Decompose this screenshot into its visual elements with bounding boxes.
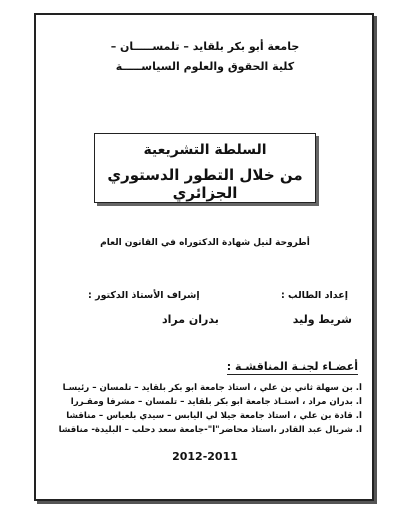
thesis-title-box: [94, 133, 316, 203]
jury-member: أ. بن سهلة ثاني بن علي ، أستاذ جامعة أبو بكر بلقايد – تلمسان – رئيسـا: [62, 383, 362, 393]
jury-list: [52, 383, 362, 439]
student-label: إعداد الطالب :: [280, 290, 348, 301]
thesis-note: أطروحة لنيل شهادة الدكتوراه في القانون العام: [100, 238, 310, 248]
jury-member: أ. بدران مراد ، أستـاذ جامعة أبو بكر بلقايد – تلمسان – مشرفا ومقـررا: [70, 397, 362, 407]
thesis-title-line2: من خلال التطور الدستوري الجزائري: [107, 166, 303, 202]
academic-year: 2012-2011: [172, 450, 238, 463]
jury-member: أ. شربال عبد القادر ،أستاذ محاضر"أ"-جامعة سعد دحلب – البليدة- مناقشا: [58, 425, 362, 435]
university-name: جامعة أبو بكر بلقايد – تلمســـــان –: [110, 40, 300, 53]
faculty-name: كلية الحقوق والعلوم السياســـــة: [115, 60, 295, 73]
student-name: شريط وليد: [292, 313, 352, 326]
jury-title: أعضـاء لجنـة المناقشـة :: [226, 360, 358, 373]
supervisor-name: بدران مراد: [162, 313, 219, 326]
jury-member: أ. قادة بن علي ، أستاذ جامعة جيلا لي اليابس – سيدي بلعباس – مناقشا: [66, 411, 362, 421]
institution-header: [40, 40, 370, 80]
supervisor-label: إشراف الأستاذ الدكتور :: [88, 290, 200, 301]
thesis-title-line1: السلطة التشريعية: [143, 142, 267, 158]
